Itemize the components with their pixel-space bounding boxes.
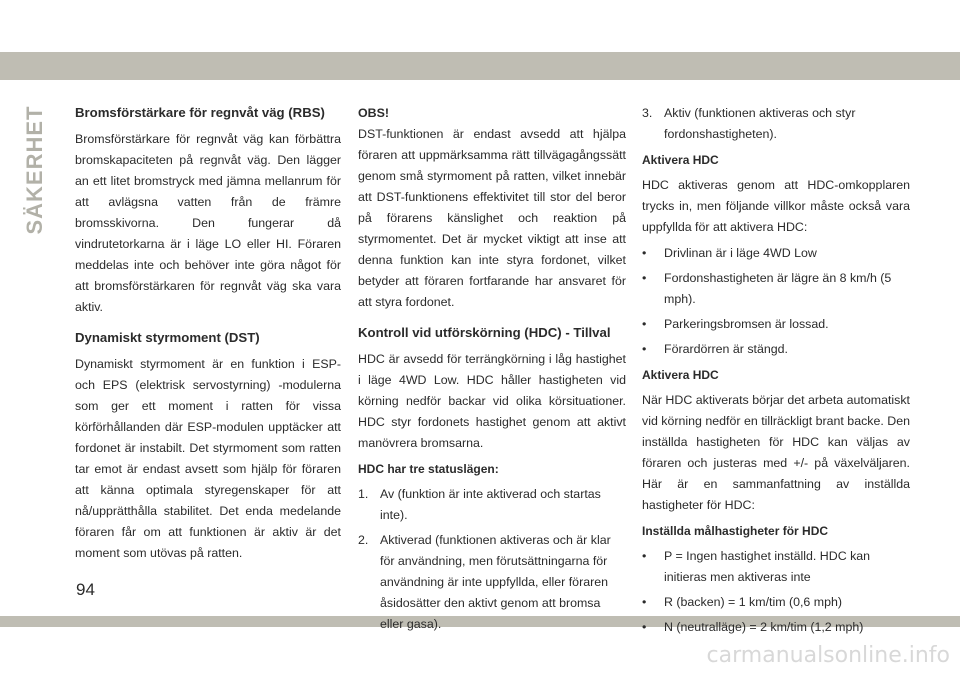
bullet: • — [642, 271, 647, 285]
heading-dst: Dynamiskt styrmoment (DST) — [75, 330, 260, 345]
list-item — [358, 530, 626, 635]
paragraph-rbs: Bromsförstärkare för regnvåt väg kan förbättra bromskapaciteten på regnvåt väg. Den lägger an ett litet bromstryck med jämna mellanrum för att avlägsna vatten från de främre bromsskivorna. Den fungerar då vindrutetorkarna är i läge LO eller HI. Föraren meddelas inte och behöver inte göra något för att bromsförstärkaren för regnvåt väg ska vara aktiv. — [75, 132, 341, 314]
top-band — [0, 52, 960, 80]
paragraph-activate-1: HDC aktiveras genom att HDC-omkopplaren trycks in, men följande villkor måste också vara uppfyllda för att aktivera HDC: — [642, 178, 910, 234]
bullet: • — [642, 549, 647, 563]
list-item — [642, 268, 910, 310]
bullet: • — [642, 620, 647, 634]
list-item-text: Av (funktion är inte aktiverad och startas inte). — [380, 487, 601, 522]
bullet: • — [642, 342, 647, 356]
heading-rbs: Bromsförstärkare för regnvåt väg (RBS) — [75, 105, 325, 120]
bullet: • — [642, 595, 647, 609]
column-1 — [75, 103, 341, 569]
list-item-text: N (neutralläge) = 2 km/tim (1,2 mph) — [664, 620, 864, 634]
section-tab — [22, 100, 48, 240]
list-item — [642, 314, 910, 335]
page-number: 94 — [76, 580, 95, 599]
list-item — [642, 243, 910, 264]
list-item — [642, 617, 910, 638]
bullet: • — [642, 246, 647, 260]
list-item-text: R (backen) = 1 km/tim (0,6 mph) — [664, 595, 842, 609]
list-item-text: Aktiv (funktionen aktiveras och styr fordonshastigheten). — [664, 106, 856, 141]
list-item-text: Aktiverad (funktionen aktiveras och är klar för användning, men förutsättningarna för användning är inte uppfyllda, eller föraren åsidosätter den aktivt genom att bromsa eller gasa). — [380, 533, 611, 631]
list-item-text: Drivlinan är i läge 4WD Low — [664, 246, 817, 260]
note-text: DST-funktionen är endast avsedd att hjälpa föraren att uppmärksamma rätt tillvägagångssätt genom små styrmoment på ratten, vilket innebär att DST-funktionens effektivitet till stor del beror på förarens känslighet och reaktion på styrmomentet. Det är mycket viktigt att inse att denna funktion kan inte styra fordonet, vilket betyder att föraren fortfarande har ansvaret för att styra fordonet. — [358, 127, 626, 309]
list-item — [642, 339, 910, 360]
list-item — [642, 592, 910, 613]
list-item-text: Fordonshastigheten är lägre än 8 km/h (5 mph). — [664, 271, 892, 306]
list-marker: 2. — [358, 533, 369, 547]
subheading-targets: Inställda målhastigheter för HDC — [642, 524, 829, 538]
watermark: carmanualsonline.info — [706, 643, 950, 668]
subheading-states: HDC har tre statuslägen: — [358, 462, 499, 476]
list-item-text: Parkeringsbromsen är lossad. — [664, 317, 829, 331]
list-item — [642, 103, 910, 145]
targets-list — [642, 546, 910, 638]
subheading-activate-2: Aktivera HDC — [642, 368, 719, 382]
bullet: • — [642, 317, 647, 331]
conditions-list — [642, 243, 910, 360]
states-list-continued — [642, 103, 910, 145]
list-marker: 3. — [642, 106, 653, 120]
section-tab-label: SÄKERHET — [22, 105, 47, 235]
subheading-activate-1: Aktivera HDC — [642, 153, 719, 167]
list-marker: 1. — [358, 487, 369, 501]
list-item-text: P = Ingen hastighet inställd. HDC kan initieras men aktiveras inte — [664, 549, 871, 584]
list-item — [358, 484, 626, 526]
paragraph-hdc: HDC är avsedd för terrängkörning i låg hastighet i läge 4WD Low. HDC håller hastigheten vid körning nedför backar vid olika körsituationer. HDC styr fordonets hastighet genom att aktivt manövrera bromsarna. — [358, 352, 626, 450]
paragraph-dst: Dynamiskt styrmoment är en funktion i ESP- och EPS (elektrisk servostyrning) -modulerna som ger ett moment i ratten för vissa körförhållanden där ESP-modulen upptäcker att fordonet är instabilt. Det styrmoment som ratten tar emot är endast avsett som hjälp för föraren att känna optimala styregenskaper för att nå/upprätthålla stabilitet. Det enda medelande föraren får om att funktionen är aktiv är det moment som utövas på ratten. — [75, 357, 341, 560]
list-item-text: Förardörren är stängd. — [664, 342, 788, 356]
paragraph-activate-2: När HDC aktiverats börjar det arbeta automatiskt vid körning nedför en tillräckligt brant backe. Den inställda hastigheten för HDC kan väljas av föraren och justeras med +/- på växelväljaren. Här är en sammanfattning av inställda hastigheter för HDC: — [642, 393, 910, 512]
heading-hdc: Kontroll vid utförskörning (HDC) - Tillval — [358, 325, 611, 340]
column-2 — [358, 103, 626, 640]
column-3 — [642, 103, 910, 643]
list-item — [642, 546, 910, 588]
note-label: OBS! — [358, 106, 389, 120]
states-list — [358, 484, 626, 635]
